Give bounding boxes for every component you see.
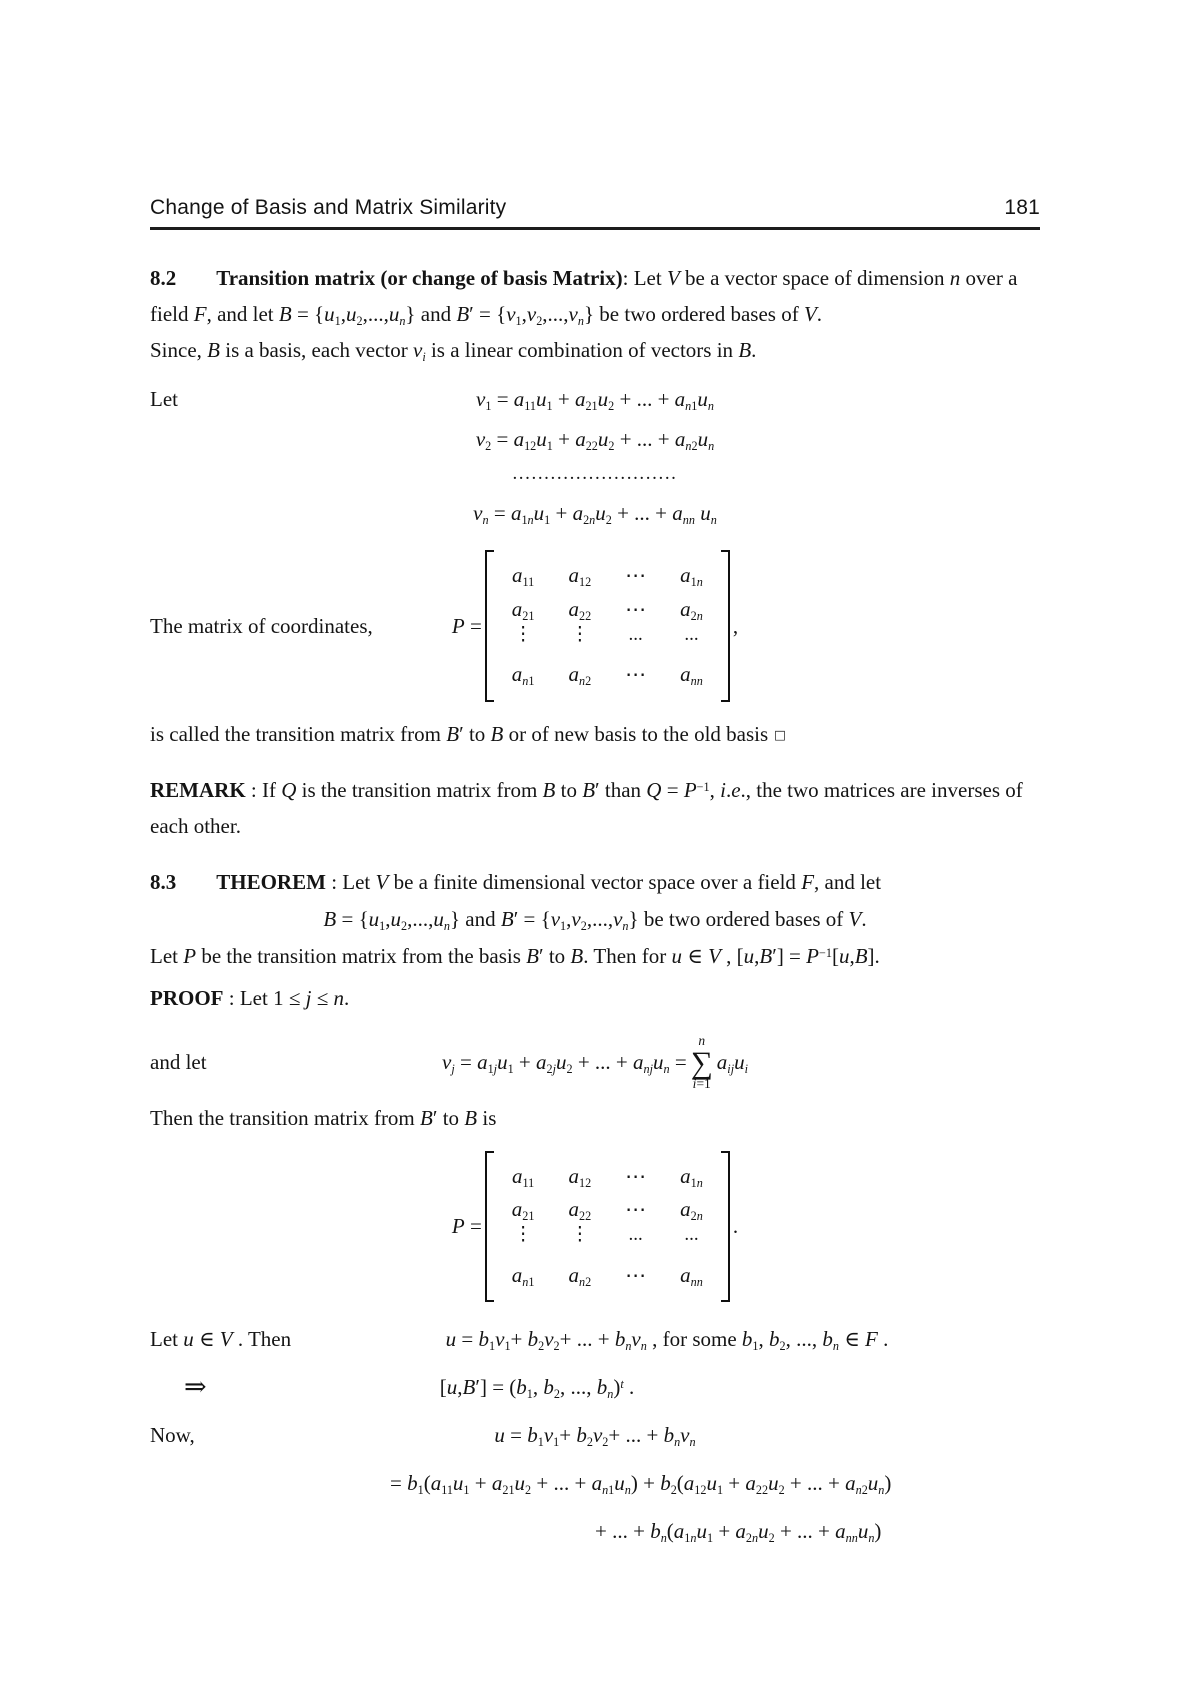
let-u-row bbox=[150, 1322, 1040, 1356]
and-let-label: and let bbox=[150, 1050, 207, 1075]
expansion-line-1 bbox=[150, 1466, 1040, 1500]
theorem-bases-line bbox=[150, 900, 1040, 938]
matrix-cell: ... bbox=[684, 624, 699, 646]
chapter-title: Change of Basis and Matrix Similarity bbox=[150, 196, 507, 219]
section-8-2-paragraph bbox=[150, 260, 1040, 332]
matrix-cell: ⋯ bbox=[625, 1262, 647, 1287]
matrix-cell: $a_{1n}$ bbox=[680, 563, 703, 590]
matrix-trailing-punct: , bbox=[732, 613, 739, 638]
theorem-conclusion-line bbox=[150, 938, 1040, 974]
summation-symbol bbox=[691, 1034, 713, 1090]
expansion-equation-2: + ... + $b_n(a_{1n}u_1 + a_{2n}u_2$ + ... + $a_{nn}u_n$) bbox=[595, 1518, 882, 1545]
section-8-3-paragraph bbox=[150, 864, 1040, 900]
now-label: Now, bbox=[150, 1422, 195, 1447]
sum-equation-row bbox=[150, 1030, 1040, 1094]
running-head bbox=[150, 196, 1040, 230]
now-equation: $u = b_1v_1+ b_2v_2+$ ... + $b_nv_n$ bbox=[494, 1422, 696, 1449]
matrix-cell: ... bbox=[628, 1224, 643, 1246]
sum-equation-post: $a_{ij}u_i$ bbox=[716, 1050, 748, 1077]
matrix-cell: $a_{nn}$ bbox=[680, 662, 703, 689]
equation-row-v1 bbox=[150, 382, 1040, 416]
matrix-cell: ⋯ bbox=[625, 596, 647, 621]
section-8-2-text: Transition matrix (or change of basis Matrix): Let V be a vector space of dimension n over a field F, and let $B = \{u_1,u_2,...,u_n\}$ and $B' = \{v_1,v_2,...,v_n\}$ be two ordered bases of V. bbox=[150, 266, 1018, 328]
expansion-equation-1: = $b_1(a_{11}u_1 + a_{21}u_2$ + ... + $a_{n1}u_n) + b_2(a_{12}u_1 + a_{22}u_2$ + ... + $a_{n2}u_n$) bbox=[390, 1470, 892, 1497]
equation-v2: $v_2 = a_{12}u_1 + a_{22}u_2$ + ... + $a_{n2}u_n$ bbox=[475, 427, 715, 453]
matrix-lhs: P = bbox=[451, 613, 482, 638]
matrix-cell: $a_{n1}$ bbox=[511, 662, 535, 689]
left-bracket bbox=[485, 1151, 494, 1303]
matrix-p-row-1 bbox=[150, 550, 1040, 702]
coordinate-vector-equation: $[u,B'] = (b_1$, $b_2$, ..., $b_n)^t$ . bbox=[439, 1374, 635, 1401]
matrix-cell: ⋮ bbox=[570, 624, 590, 646]
matrix-cell: $a_{n1}$ bbox=[511, 1262, 535, 1289]
remark-paragraph: REMARK : If Q is the transition matrix from B to B′ than $Q = P^{-1}$, i.e., the two matrices are inverses of each other. bbox=[150, 777, 1023, 839]
expansion-line-2 bbox=[150, 1514, 1040, 1548]
section-number: 8.3 bbox=[150, 870, 177, 895]
matrix-cell: $a_{21}$ bbox=[511, 596, 535, 623]
matrix-lhs: P = bbox=[451, 1214, 482, 1239]
page-number: 181 bbox=[1004, 196, 1040, 219]
matrix-cell: $a_{12}$ bbox=[568, 1163, 592, 1190]
equation-row-v2 bbox=[150, 422, 1040, 456]
let-label: Let bbox=[150, 387, 178, 412]
matrix-cells bbox=[494, 1151, 721, 1303]
dotted-separator: .......................... bbox=[512, 462, 678, 484]
matrix-cell: ⋯ bbox=[625, 662, 647, 687]
equation-row-vn bbox=[150, 496, 1040, 530]
theorem-statement-line2: $B = \{u_1,u_2,...,u_n\}$ and $B' = \{v_1,v_2,...,v_n\}$ be two ordered bases of V. bbox=[323, 907, 867, 933]
implies-row bbox=[150, 1370, 1040, 1404]
proof-line: PROOF : Let 1 ≤ j ≤ n. bbox=[150, 986, 350, 1011]
theorem-statement-line1: THEOREM : Let V be a finite dimensional vector space over a field F, and let bbox=[216, 870, 882, 895]
section-8-2-paragraph-continued: Since, B is a basis, each vector $v_i$ is a linear combination of vectors in B. bbox=[150, 338, 757, 365]
matrix-cell: $a_{11}$ bbox=[512, 1163, 535, 1190]
matrix-cell: ⋯ bbox=[625, 1197, 647, 1222]
transition-matrix-definition-line: is called the transition matrix from B′ to B or of new basis to the old basis □ bbox=[150, 721, 787, 746]
matrix-cell: ... bbox=[628, 624, 643, 646]
matrix-cell: ⋯ bbox=[625, 563, 647, 588]
implies-arrow-icon: ⇒ bbox=[184, 1371, 207, 1402]
sigma-icon: ∑ bbox=[690, 1044, 713, 1080]
sum-equation-pre: $v_j = a_{1j}u_1 + a_{2j}u_2$ + ... + $a_{nj}u_n$ = bbox=[442, 1050, 687, 1077]
matrix-p-row-2 bbox=[150, 1151, 1040, 1303]
matrix-cell: $a_{1n}$ bbox=[680, 1163, 703, 1190]
matrix-cell: $a_{22}$ bbox=[568, 596, 592, 623]
matrix-cell: $a_{nn}$ bbox=[680, 1262, 703, 1289]
matrix-cell: ⋮ bbox=[513, 624, 533, 646]
matrix-p-2 bbox=[485, 1151, 730, 1303]
right-bracket bbox=[721, 1151, 730, 1303]
matrix-cell: ⋯ bbox=[625, 1163, 647, 1188]
matrix-cell: $a_{n2}$ bbox=[568, 1262, 592, 1289]
matrix-trailing-punct: . bbox=[732, 1214, 739, 1239]
right-bracket bbox=[721, 550, 730, 702]
u-expansion-equation: $u = b_1v_1+ b_2v_2+$ ... + $b_nv_n$ , for some $b_1$, $b_2$, ..., $b_n$ ∈ F . bbox=[445, 1326, 889, 1353]
matrix-cell: $a_{22}$ bbox=[568, 1197, 592, 1223]
now-row bbox=[150, 1418, 1040, 1452]
matrix-caption: The matrix of coordinates, bbox=[150, 613, 373, 638]
matrix-cell: $a_{2n}$ bbox=[680, 1197, 703, 1223]
theorem-statement-line3: Let P be the transition matrix from the basis B′ to B. Then for u ∈ V , $[u,B'] = P^{-1}[u,B]$. bbox=[150, 944, 880, 969]
left-bracket bbox=[485, 550, 494, 702]
matrix-cell: $a_{11}$ bbox=[512, 563, 535, 590]
matrix-cell: ⋮ bbox=[570, 1224, 590, 1246]
matrix-p-1 bbox=[485, 550, 730, 702]
sum-lower-limit: i=1 bbox=[692, 1076, 711, 1092]
let-u-label: Let u ∈ V . Then bbox=[150, 1326, 292, 1351]
matrix-cell: $a_{2n}$ bbox=[680, 596, 703, 623]
then-transition-line: Then the transition matrix from B′ to B is bbox=[150, 1106, 497, 1131]
matrix-cell: $a_{n2}$ bbox=[568, 662, 592, 689]
matrix-cell: ... bbox=[684, 1224, 699, 1246]
matrix-cell: $a_{12}$ bbox=[568, 563, 592, 590]
equation-vn: $v_n = a_{1n}u_1 + a_{2n}u_2$ + ... + $a_{nn}$ $u_n$ bbox=[473, 501, 717, 527]
sum-upper-limit: n bbox=[698, 1033, 706, 1049]
matrix-cells bbox=[494, 550, 721, 702]
matrix-cell: $a_{21}$ bbox=[511, 1197, 535, 1223]
section-number: 8.2 bbox=[150, 266, 177, 290]
matrix-cell: ⋮ bbox=[513, 1224, 533, 1246]
equation-v1: $v_1 = a_{11}u_1 + a_{21}u_2$ + ... + $a_{n1}u_n$ bbox=[476, 387, 714, 413]
ellipsis-row bbox=[150, 456, 1040, 490]
